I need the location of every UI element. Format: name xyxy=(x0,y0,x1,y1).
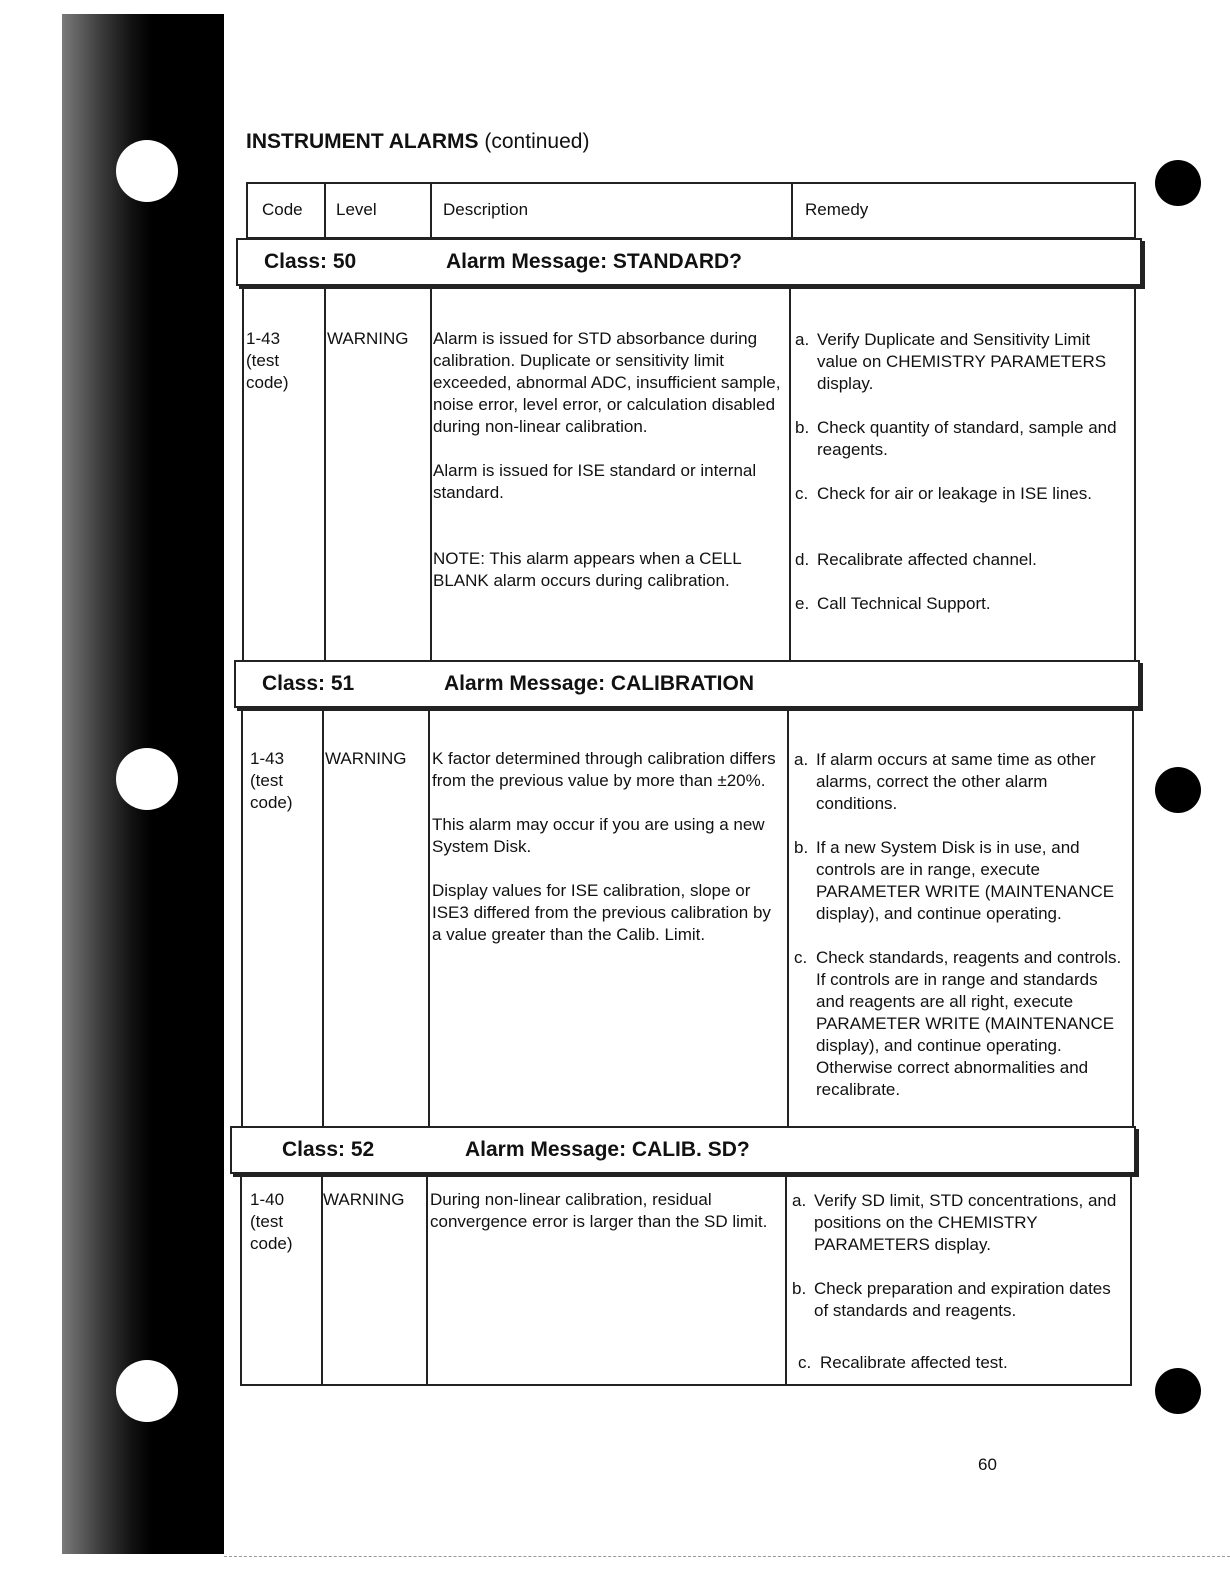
alarm-message: Alarm Message: STANDARD? xyxy=(446,250,742,273)
remedy-text: Check for air or leakage in ISE lines. xyxy=(817,484,1092,503)
remedy-item xyxy=(795,483,1130,505)
grid-line xyxy=(791,182,793,239)
remedy-text: If a new System Disk is in use, and controls are in range, execute PARAMETER WRITE (MAINTENANCE display), and continue operating. xyxy=(816,838,1115,923)
remedy-text: If alarm occurs at same time as other alarms, correct the other alarm conditions. xyxy=(816,750,1096,813)
punch-hole xyxy=(116,140,178,202)
alarm-description xyxy=(432,748,777,946)
grid-line xyxy=(787,708,789,1128)
remedy-letter: b. xyxy=(795,418,810,437)
page-number: 60 xyxy=(978,1455,997,1474)
remedy-list xyxy=(795,329,1130,615)
remedy-text: Check preparation and expiration dates of standards and reagents. xyxy=(814,1279,1111,1320)
remedy-text: Recalibrate affected test. xyxy=(820,1353,1008,1372)
alarm-code: 1-40 (test code) xyxy=(250,1190,293,1253)
remedy-text: Check quantity of standard, sample and reagents. xyxy=(817,418,1117,459)
remedy-text: Call Technical Support. xyxy=(817,594,991,613)
remedy-letter: b. xyxy=(794,838,809,857)
description-paragraph: K factor determined through calibration differs from the previous value by more than ±20%. xyxy=(432,749,776,790)
grid-line xyxy=(785,1173,787,1385)
grid-line xyxy=(324,182,326,239)
remedy-letter: b. xyxy=(792,1279,807,1298)
remedy-letter: e. xyxy=(795,594,810,613)
class-bar-50 xyxy=(236,238,1142,286)
punch-hole xyxy=(116,748,178,810)
page-title-main: INSTRUMENT ALARMS xyxy=(246,130,479,153)
grid-line xyxy=(426,1173,428,1385)
grid-line xyxy=(240,1384,1132,1386)
grid-line xyxy=(241,708,243,1128)
remedy-item xyxy=(795,549,1130,571)
page-title xyxy=(246,130,589,154)
alarm-code: 1-43 (test code) xyxy=(246,329,289,392)
remedy-item xyxy=(792,1352,1127,1374)
remedy-letter: a. xyxy=(794,750,809,769)
remedy-letter: c. xyxy=(798,1353,812,1372)
punch-hole xyxy=(116,1360,178,1422)
alarm-code: 1-43 (test code) xyxy=(250,749,293,812)
remedy-item xyxy=(792,1190,1127,1256)
grid-line xyxy=(430,182,432,239)
remedy-list xyxy=(794,749,1129,1101)
remedy-letter: a. xyxy=(792,1191,807,1210)
remedy-text: Check standards, reagents and controls. If controls are in range and standards and reagents are all right, execute PARAMETER WRITE (MAINTENANCE display), and continue operating. Otherwise correct abnormalities and recalibrate. xyxy=(816,948,1122,1099)
description-paragraph: Display values for ISE calibration, slope or ISE3 differed from the previous calibration by a value greater than the Calib. Limit. xyxy=(432,881,771,944)
grid-line xyxy=(1134,286,1136,662)
alarm-description xyxy=(433,328,783,592)
table-header-row xyxy=(246,182,1136,239)
grid-line xyxy=(322,708,324,1128)
grid-line xyxy=(324,286,326,662)
remedy-item xyxy=(794,749,1129,815)
alarm-level: WARNING xyxy=(325,749,407,768)
remedy-list xyxy=(792,1190,1127,1374)
remedy-item xyxy=(792,1278,1127,1322)
remedy-item xyxy=(794,947,1129,1101)
description-paragraph: During non-linear calibration, residual convergence error is larger than the SD limit. xyxy=(430,1190,768,1231)
class-bar-51 xyxy=(234,660,1140,708)
remedy-item xyxy=(794,837,1129,925)
grid-line xyxy=(1130,1173,1132,1385)
grid-line xyxy=(240,1173,242,1385)
grid-line xyxy=(789,286,791,662)
remedy-letter: c. xyxy=(795,484,809,503)
alarm-level: WARNING xyxy=(327,329,409,348)
remedy-letter: a. xyxy=(795,330,810,349)
punch-hole xyxy=(1155,1368,1201,1414)
remedy-letter: c. xyxy=(794,948,808,967)
description-paragraph: Alarm is issued for STD absorbance during calibration. Duplicate or sensitivity limit exceeded, abnormal ADC, insufficient sample, noise error, level error, or calculation disabled during non-linear calibration. xyxy=(433,329,781,436)
remedy-text: Verify Duplicate and Sensitivity Limit value on CHEMISTRY PARAMETERS display. xyxy=(817,330,1107,393)
grid-line xyxy=(1132,708,1134,1128)
remedy-item xyxy=(795,417,1130,461)
grid-line xyxy=(428,708,430,1128)
page-title-suffix: (continued) xyxy=(478,130,590,153)
remedy-item xyxy=(795,329,1130,395)
description-note: NOTE: This alarm appears when a CELL BLANK alarm occurs during calibration. xyxy=(433,549,742,590)
scan-edge xyxy=(224,1556,1230,1557)
class-label: Class: 52 xyxy=(282,1138,375,1161)
description-paragraph: Alarm is issued for ISE standard or internal standard. xyxy=(433,461,757,502)
remedy-text: Recalibrate affected channel. xyxy=(817,550,1037,569)
grid-line xyxy=(242,286,244,662)
remedy-letter: d. xyxy=(795,550,810,569)
alarm-level: WARNING xyxy=(323,1190,405,1209)
remedy-text: Verify SD limit, STD concentrations, and positions on the CHEMISTRY PARAMETERS display. xyxy=(814,1191,1117,1254)
alarm-message: Alarm Message: CALIB. SD? xyxy=(465,1138,750,1161)
punch-hole xyxy=(1155,160,1201,206)
remedy-item xyxy=(795,593,1130,615)
column-header-code: Code xyxy=(262,200,303,219)
class-label: Class: 50 xyxy=(264,250,357,273)
description-paragraph: This alarm may occur if you are using a new System Disk. xyxy=(432,815,765,856)
column-header-remedy: Remedy xyxy=(805,200,869,219)
grid-line xyxy=(430,286,432,662)
alarm-description xyxy=(430,1189,775,1233)
class-label: Class: 51 xyxy=(262,672,355,695)
alarm-message: Alarm Message: CALIBRATION xyxy=(444,672,754,695)
class-bar-52 xyxy=(230,1126,1136,1174)
punch-hole xyxy=(1155,767,1201,813)
column-header-level: Level xyxy=(336,200,377,219)
column-header-description: Description xyxy=(443,200,529,219)
